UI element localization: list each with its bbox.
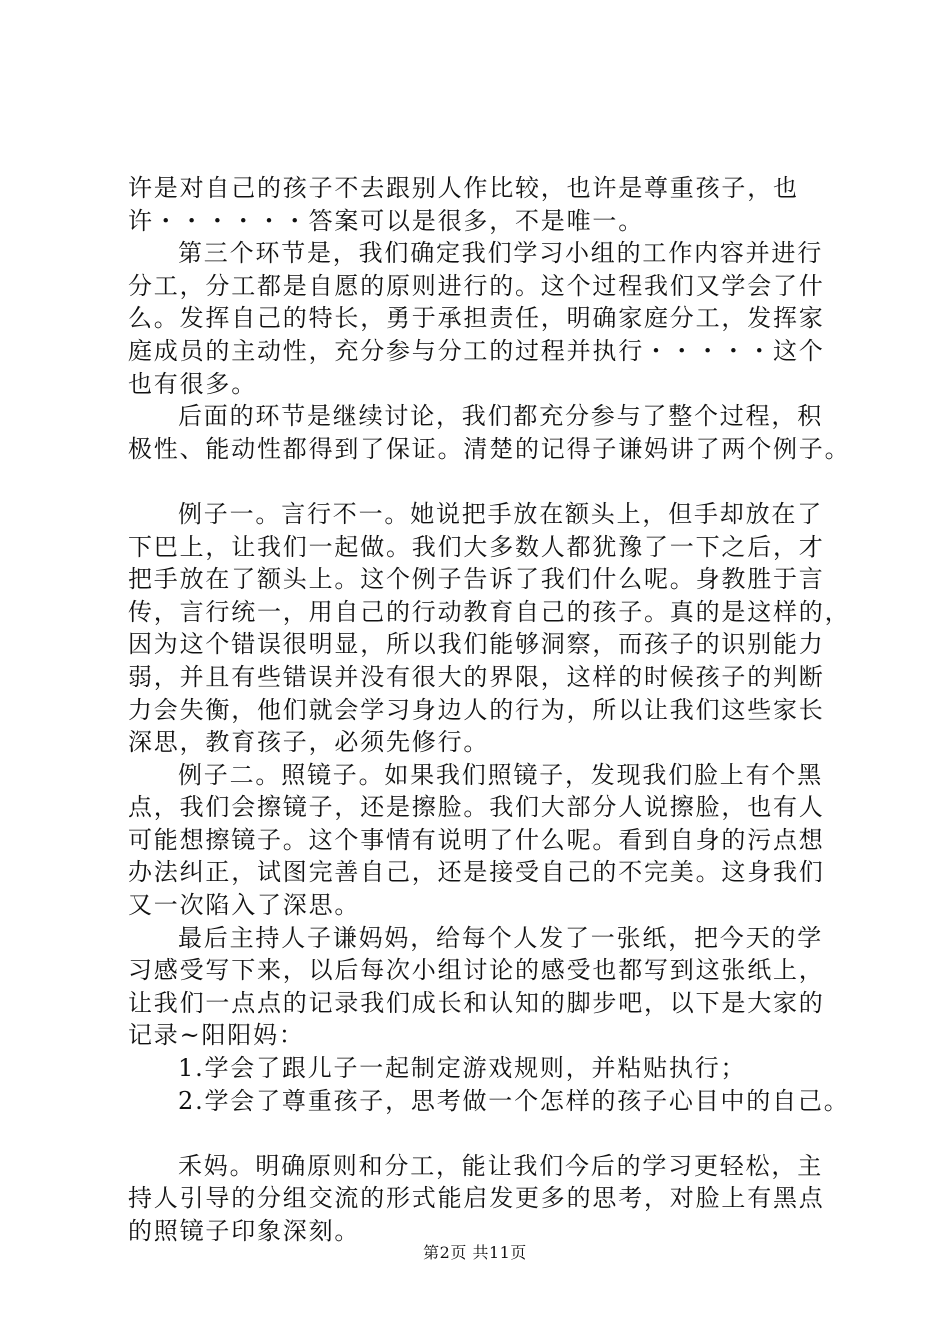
text-line: 下巴上，让我们一起做。我们大多数人都犹豫了一下之后，才: [128, 532, 825, 561]
text-line: 可能想擦镜子。这个事情有说明了什么呢。看到自身的污点想: [128, 825, 825, 854]
text-line: 习感受写下来，以后每次小组讨论的感受也都写到这张纸上，: [128, 956, 825, 985]
text-line: 也有很多。: [128, 369, 257, 398]
text-line: 庭成员的主动性，充分参与分工的过程并执行・・・・・这个: [128, 336, 825, 365]
paragraph-start-line: 最后主持人子谦妈妈，给每个人发了一张纸，把今天的学: [178, 923, 823, 952]
text-line: 极性、能动性都得到了保证。清楚的记得子谦妈讲了两个例子。: [128, 434, 851, 463]
paragraph-start-line: 例子一。言行不一。她说把手放在额头上，但手却放在了: [178, 499, 823, 528]
document-body: [128, 172, 851, 1248]
paragraph-start-line: 后面的环节是继续讨论，我们都充分参与了整个过程，积: [178, 402, 823, 431]
paragraph-start-line: 例子二。照镜子。如果我们照镜子，发现我们脸上有个黑: [178, 760, 823, 789]
text-line: 又一次陷入了深思。: [128, 891, 361, 920]
text-line: 让我们一点点的记录我们成长和认知的脚步吧，以下是大家的: [128, 988, 825, 1017]
text-line: 的照镜子印象深刻。: [128, 1217, 361, 1245]
text-line: 把手放在了额头上。这个例子告诉了我们什么呢。身教胜于言: [128, 565, 825, 594]
text-line: 许是对自己的孩子不去跟别人作比较，也许是尊重孩子，也: [128, 174, 799, 202]
text-line: 点，我们会擦镜子，还是擦脸。我们大部分人说擦脸，也有人: [128, 793, 825, 822]
text-line: 持人引导的分组交流的形式能启发更多的思考，对脸上有黑点: [128, 1184, 825, 1213]
paragraph-start-line: 禾妈。明确原则和分工，能让我们今后的学习更轻松，主: [178, 1151, 823, 1180]
text-line: 记录~阳阳妈：: [128, 1021, 305, 1050]
page-footer: 第2页 共11页: [423, 1243, 527, 1262]
paragraph-start-line: 第三个环节是，我们确定我们学习小组的工作内容并进行: [178, 239, 823, 268]
text-line: 办法纠正，试图完善自己，还是接受自己的不完美。这身我们: [128, 858, 825, 887]
text-line: 传，言行统一，用自己的行动教育自己的孩子。真的是这样的，: [128, 597, 851, 626]
blank-line: [128, 1117, 832, 1150]
text-line: 因为这个错误很明显，所以我们能够洞察，而孩子的识别能力: [128, 630, 825, 659]
list-item: 2.学会了尊重孩子，思考做一个怎样的孩子心目中的自己。: [178, 1086, 850, 1115]
text-line: 力会失衡，他们就会学习身边人的行为，所以让我们这些家长: [128, 695, 825, 724]
text-line: 分工，分工都是自愿的原则进行的。这个过程我们又学会了什: [128, 271, 825, 300]
list-item: 1.学会了跟儿子一起制定游戏规则，并粘贴执行；: [178, 1054, 747, 1083]
text-line: 弱，并且有些错误并没有很大的界限，这样的时候孩子的判断: [128, 662, 825, 691]
text-line: 深思，教育孩子，必须先修行。: [128, 728, 490, 757]
text-line: 许・・・・・・答案可以是很多，不是唯一。: [128, 206, 644, 235]
text-line: 么。发挥自己的特长，勇于承担责任，明确家庭分工，发挥家: [128, 304, 825, 333]
blank-line: [128, 465, 832, 498]
